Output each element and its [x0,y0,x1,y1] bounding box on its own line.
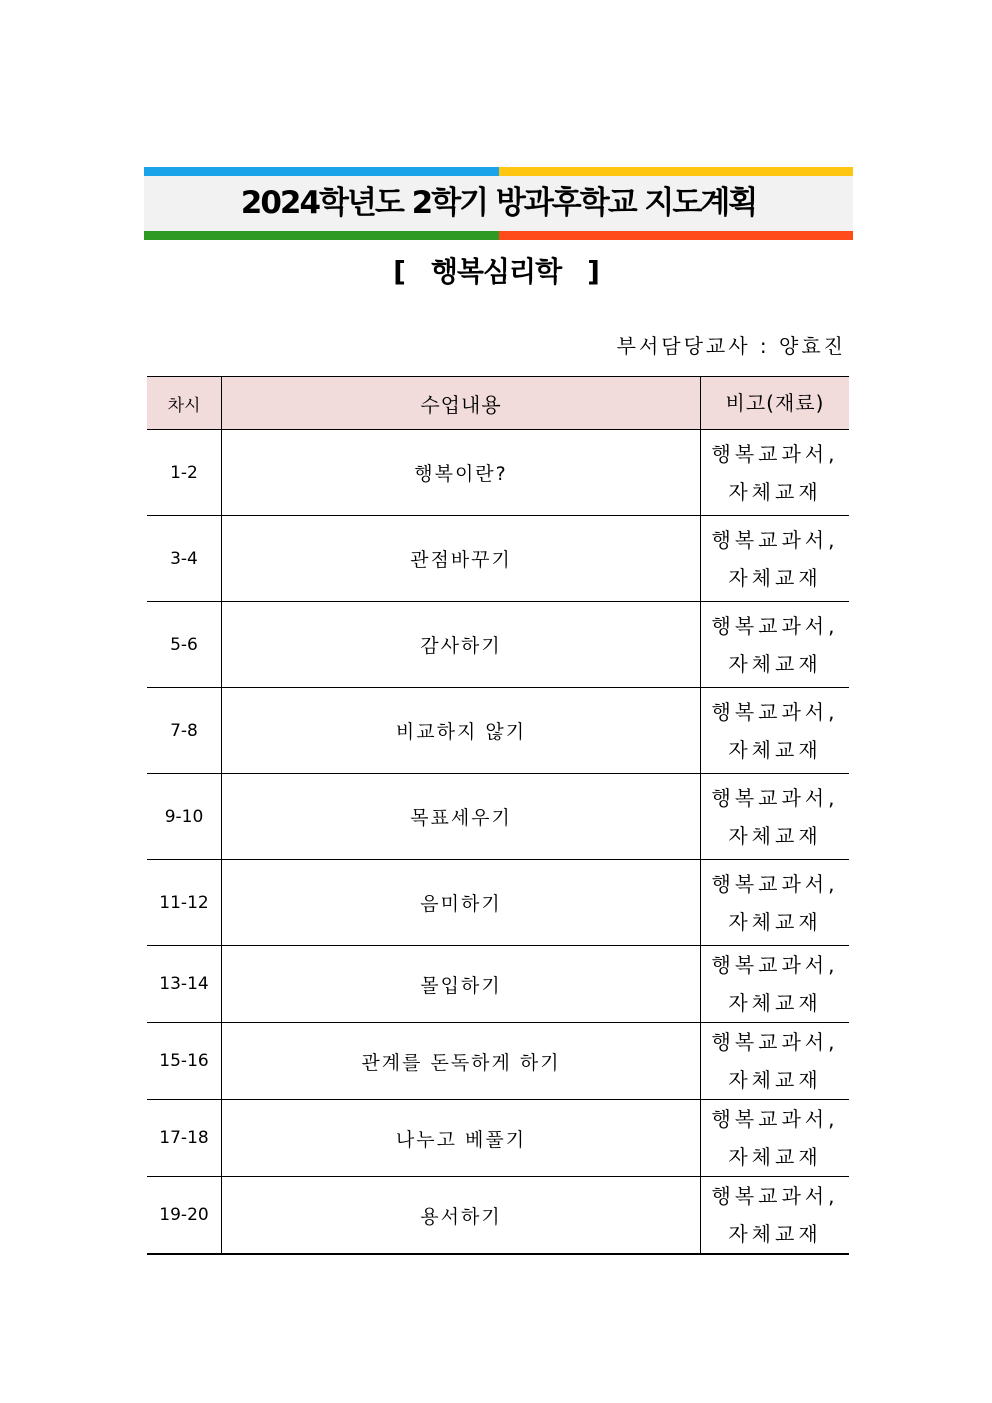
note-line-2: 자체교재 [728,479,822,504]
table-row [147,1023,849,1100]
note-cell [701,860,850,946]
table-row [147,688,849,774]
subject-name: 행복심리학 [430,255,562,288]
subject-open-bracket: [ [393,255,405,288]
note-line-1: 행복교과서, [711,953,839,977]
note-cell [701,1100,850,1177]
note-line-2: 자체교재 [728,823,822,848]
title-banner [144,167,853,241]
session-cell: 1-2 [147,430,222,516]
note-line-1: 행복교과서, [711,1030,839,1054]
session-cell: 3-4 [147,516,222,602]
note-cell [701,1177,850,1255]
table-row [147,1177,849,1255]
note-line-2: 자체교재 [728,991,822,1015]
header-note: 비고(재료) [701,377,850,430]
content-cell: 용서하기 [222,1177,701,1255]
table-row [147,774,849,860]
content-cell: 목표세우기 [222,774,701,860]
note-cell [701,946,850,1023]
content-cell: 비교하지 않기 [222,688,701,774]
table-row [147,946,849,1023]
note-line-1: 행복교과서, [711,785,839,810]
content-cell: 몰입하기 [222,946,701,1023]
note-line-2: 자체교재 [728,1068,822,1092]
content-cell: 관점바꾸기 [222,516,701,602]
session-cell: 11-12 [147,860,222,946]
banner-stripe-green [144,231,499,240]
note-line-2: 자체교재 [728,1222,822,1246]
note-cell [701,430,850,516]
banner-stripe-red [499,231,853,240]
content-cell: 관계를 돈독하게 하기 [222,1023,701,1100]
note-line-2: 자체교재 [728,909,822,934]
session-cell: 9-10 [147,774,222,860]
note-line-1: 행복교과서, [711,441,839,466]
note-line-1: 행복교과서, [711,699,839,724]
note-line-1: 행복교과서, [711,527,839,552]
header-content: 수업내용 [222,377,701,430]
session-cell: 7-8 [147,688,222,774]
note-cell [701,602,850,688]
session-cell: 15-16 [147,1023,222,1100]
document-title: 2024학년도 2학기 방과후학교 지도계획 [240,185,757,221]
note-cell [701,1023,850,1100]
note-cell [701,774,850,860]
header-session: 차시 [147,377,222,430]
note-cell [701,688,850,774]
content-cell: 감사하기 [222,602,701,688]
note-cell [701,516,850,602]
table-header-row [147,377,849,430]
subject-close-bracket: ] [587,255,599,288]
banner-stripe-blue [144,167,499,176]
table-row [147,602,849,688]
note-line-2: 자체교재 [728,565,822,590]
content-cell: 행복이란? [222,430,701,516]
subject-heading [0,250,992,290]
teacher-in-charge: 부서담당교사 : 양효진 [616,334,846,358]
table-row [147,430,849,516]
session-cell: 13-14 [147,946,222,1023]
content-cell: 나누고 베풀기 [222,1100,701,1177]
note-line-1: 행복교과서, [711,871,839,896]
session-cell: 17-18 [147,1100,222,1177]
note-line-2: 자체교재 [728,651,822,676]
table-row [147,860,849,946]
note-line-1: 행복교과서, [711,1184,839,1208]
table-row [147,1100,849,1177]
table-row [147,516,849,602]
lesson-plan-table [147,376,849,1255]
note-line-1: 행복교과서, [711,1107,839,1131]
note-line-1: 행복교과서, [711,613,839,638]
note-line-2: 자체교재 [728,737,822,762]
banner-stripe-yellow [499,167,853,176]
note-line-2: 자체교재 [728,1145,822,1169]
content-cell: 음미하기 [222,860,701,946]
session-cell: 19-20 [147,1177,222,1255]
session-cell: 5-6 [147,602,222,688]
